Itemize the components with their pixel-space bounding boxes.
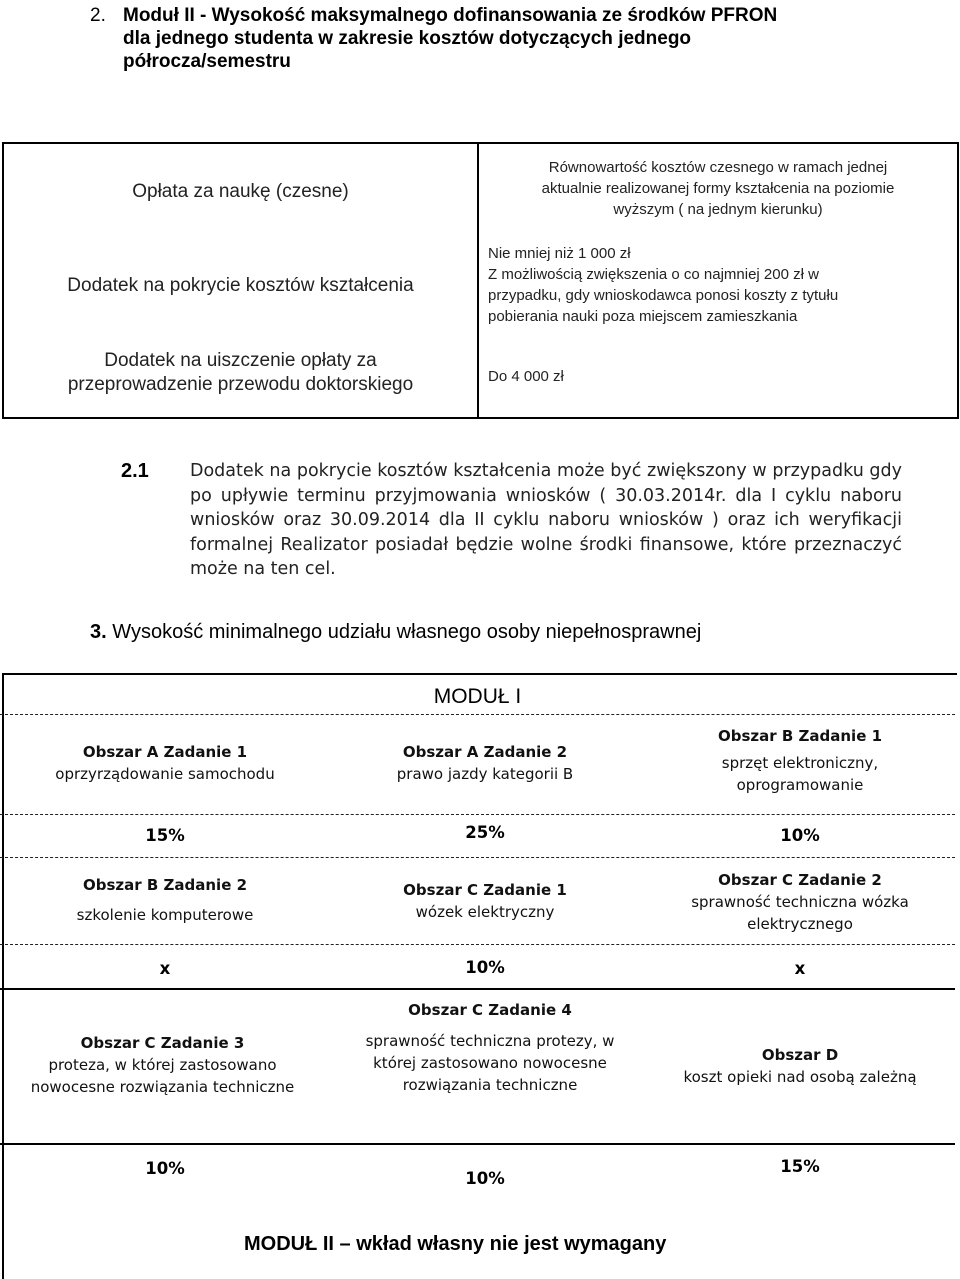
task-title: Obszar C Zadanie 2	[718, 871, 882, 889]
row-separator	[0, 988, 955, 990]
title-line: Moduł II - Wysokość maksymalnego dofinansowania ze środków PFRON	[123, 5, 778, 26]
row-separator	[0, 944, 955, 945]
value-line: Nie mniej niż 1 000 zł	[488, 245, 631, 262]
section-3-heading	[90, 620, 701, 644]
row-value-tuition	[488, 157, 948, 220]
value-line: Z możliwością zwiększenia o co najmniej 200 zł w	[488, 266, 819, 283]
percent-d: 15%	[780, 1157, 820, 1176]
section-2-title	[123, 4, 893, 73]
task-title: Obszar C Zadanie 1	[403, 881, 567, 899]
task-desc: której zastosowano nowocesne	[373, 1054, 607, 1072]
percent-a1: 15%	[145, 826, 185, 845]
task-desc: proteza, w której zastosowano	[48, 1056, 277, 1074]
task-cell-c1	[330, 879, 640, 923]
task-cell-b1	[645, 725, 955, 796]
row-label-tuition: Opłata za naukę (czesne)	[132, 181, 349, 202]
task-desc: szkolenie komputerowe	[76, 906, 254, 924]
task-title: Obszar C Zadanie 3	[80, 1034, 245, 1052]
value-line: aktualnie realizowanej formy kształcenia na poziomie	[541, 180, 895, 197]
task-title: Obszar D	[761, 1046, 839, 1064]
module-2-note: MODUŁ II – wkład własny nie jest wymagany	[244, 1233, 667, 1255]
paragraph-2-1: Dodatek na pokrycie kosztów kształcenia może być zwiększony w przypadku gdy po upływie terminu przyjmowania wniosków ( 30.03.2014r. dla I cyklu naboru wniosków oraz 30.09.2014 dla II cyklu naboru wniosków ) oraz ich weryfikacji formalnej Realizator posiadał będzie wolne środki finansowe, które przeznaczyć może na ten cel.	[190, 461, 902, 580]
row-label-doctoral-fee	[4, 349, 477, 397]
percent-b2: x	[159, 959, 171, 978]
label-line: przeprowadzenie przewodu doktorskiego	[67, 374, 414, 395]
task-desc: oprogramowanie	[736, 776, 864, 794]
row-separator	[0, 714, 955, 715]
task-cell-c2	[645, 869, 955, 935]
task-title: Obszar B Zadanie 2	[82, 876, 248, 894]
task-cell-d	[645, 1044, 955, 1088]
task-desc: wózek elektryczny	[415, 903, 555, 921]
task-desc: elektrycznego	[747, 915, 853, 933]
label-line: Dodatek na uiszczenie opłaty za	[104, 350, 377, 371]
row-value-education-allowance	[488, 243, 956, 327]
title-line: dla jednego studenta w zakresie kosztów dotyczących jednego	[123, 28, 692, 49]
task-desc: sprawność techniczna protezy, w	[365, 1032, 615, 1050]
task-cell-c4	[330, 999, 650, 1096]
task-desc: oprzyrządowanie samochodu	[55, 765, 275, 783]
title-line: półrocza/semestru	[123, 51, 291, 72]
task-desc: prawo jazdy kategorii B	[396, 765, 574, 783]
percent-b1: 10%	[780, 826, 820, 845]
paragraph-number: 2.1	[121, 460, 149, 482]
task-desc: rozwiązania techniczne	[402, 1076, 578, 1094]
percent-c1: 10%	[465, 958, 505, 977]
percent-c3: 10%	[145, 1159, 185, 1178]
funding-table	[2, 142, 959, 419]
task-title: Obszar A Zadanie 2	[402, 743, 568, 761]
value-line: Równowartość kosztów czesnego w ramach jednej	[548, 159, 888, 176]
percent-c4: 10%	[465, 1169, 505, 1188]
percent-a2: 25%	[465, 823, 505, 842]
row-label-education-allowance: Dodatek na pokrycie kosztów kształcenia	[67, 275, 414, 296]
value-line: wyższym ( na jednym kierunku)	[613, 201, 823, 218]
table-divider	[477, 144, 479, 417]
task-desc: koszt opieki nad osobą zależną	[683, 1068, 917, 1086]
task-cell-c3	[5, 1032, 320, 1098]
task-cell-a2	[330, 741, 640, 785]
task-title: Obszar C Zadanie 4	[408, 1001, 572, 1019]
value-line: pobierania nauki poza miejscem zamieszkania	[488, 308, 798, 325]
module-1-heading: MODUŁ I	[433, 685, 522, 708]
task-title: Obszar A Zadanie 1	[82, 743, 248, 761]
section-3-title: Wysokość minimalnego udziału własnego osoby niepełnosprawnej	[112, 621, 702, 643]
section-number: 3.	[90, 621, 107, 643]
task-cell-b2	[10, 874, 320, 926]
row-separator	[0, 857, 955, 858]
task-desc: sprawność techniczna wózka	[691, 893, 909, 911]
section-number: 2.	[90, 5, 106, 26]
row-value-doctoral-fee: Do 4 000 zł	[488, 368, 564, 385]
task-desc: nowocesne rozwiązania techniczne	[30, 1078, 295, 1096]
task-title: Obszar B Zadanie 1	[717, 727, 883, 745]
row-separator	[0, 814, 955, 815]
task-desc: sprzęt elektroniczny,	[721, 754, 879, 772]
task-cell-a1	[10, 741, 320, 785]
percent-c2: x	[794, 959, 806, 978]
row-separator	[0, 1143, 955, 1145]
value-line: przypadku, gdy wnioskodawca ponosi koszty z tytułu	[488, 287, 839, 304]
